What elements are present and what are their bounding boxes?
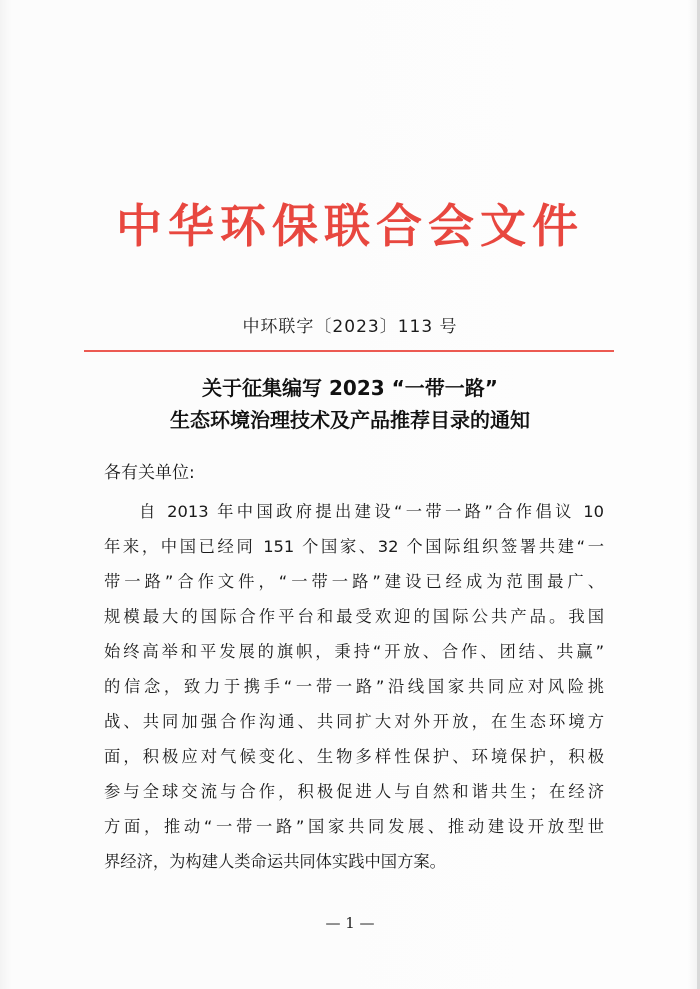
notice-title-line-1: 关于征集编写 2023 “一带一路” [202, 376, 498, 400]
document-number: 中环联字〔2023〕113 号 [242, 317, 458, 337]
body-line: 始终高举和平发展的旗帜，秉持“开放、合作、团结、共赢” [104, 642, 604, 661]
body-line: 规模最大的国际合作平台和最受欢迎的国际公共产品。我国 [104, 607, 604, 626]
notice-title-line-2: 生态环境治理技术及产品推荐目录的通知 [170, 408, 530, 432]
page-number: — 1 — [325, 914, 375, 932]
body-line: 方面，推动“一带一路”国家共同发展、推动建设开放型世 [104, 817, 604, 836]
body-line: 界经济，为构建人类命运共同体实践中国方案。 [104, 852, 446, 871]
red-divider-line [84, 350, 614, 352]
body-line: 年来，中国已经同 151 个国家、32 个国际组织签署共建“一 [104, 537, 604, 556]
body-line: 自 2013 年中国政府提出建设“一带一路”合作倡议 10 [139, 502, 604, 521]
salutation: 各有关单位: [104, 463, 195, 483]
body-line: 参与全球交流与合作，积极促进人与自然和谐共生；在经济 [104, 782, 604, 801]
body-line: 面，积极应对气候变化、生物多样性保护、环境保护，积极 [104, 747, 604, 766]
body-line: 带一路”合作文件，“一带一路”建设已经成为范围最广、 [104, 572, 604, 591]
masthead-title: 中华环保联合会文件 [116, 199, 584, 253]
body-line: 的信念，致力于携手“一带一路”沿线国家共同应对风险挑 [104, 677, 604, 696]
body-line: 战、共同加强合作沟通、共同扩大对外开放，在生态环境方 [104, 712, 604, 731]
